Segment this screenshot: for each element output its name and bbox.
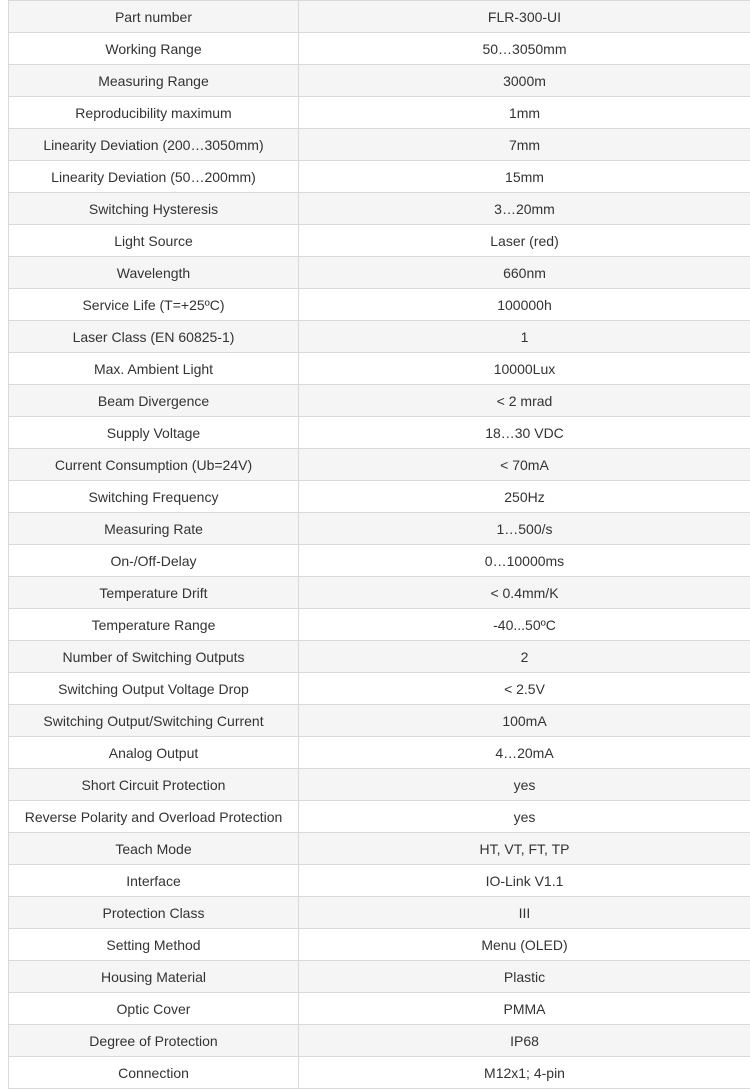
table-row: [9, 257, 750, 289]
table-row: [9, 609, 750, 641]
spec-label-cell: Switching Output Voltage Drop: [9, 673, 299, 705]
table-row: [9, 865, 750, 897]
spec-label-cell: Optic Cover: [9, 993, 299, 1025]
table-row: [9, 705, 750, 737]
table-row: [9, 1, 750, 33]
table-row: [9, 289, 750, 321]
table-row: [9, 577, 750, 609]
spec-value-cell: < 70mA: [299, 449, 750, 481]
spec-label-cell: Light Source: [9, 225, 299, 257]
spec-label-cell: Connection: [9, 1057, 299, 1089]
spec-value-cell: 250Hz: [299, 481, 750, 513]
table-row: [9, 673, 750, 705]
table-row: [9, 449, 750, 481]
spec-value-cell: III: [299, 897, 750, 929]
spec-table-body: [9, 1, 750, 1089]
spec-label-cell: Temperature Range: [9, 609, 299, 641]
spec-value-cell: 100mA: [299, 705, 750, 737]
spec-value-cell: Menu (OLED): [299, 929, 750, 961]
table-row: [9, 129, 750, 161]
spec-label-cell: On-/Off-Delay: [9, 545, 299, 577]
spec-value-cell: < 0.4mm/K: [299, 577, 750, 609]
spec-label-cell: Service Life (T=+25ºC): [9, 289, 299, 321]
spec-value-cell: 4…20mA: [299, 737, 750, 769]
table-row: [9, 929, 750, 961]
spec-label-cell: Current Consumption (Ub=24V): [9, 449, 299, 481]
table-row: [9, 481, 750, 513]
spec-label-cell: Switching Output/Switching Current: [9, 705, 299, 737]
table-row: [9, 1025, 750, 1057]
spec-label-cell: Switching Frequency: [9, 481, 299, 513]
spec-value-cell: FLR-300-UI: [299, 1, 750, 33]
spec-value-cell: 660nm: [299, 257, 750, 289]
spec-value-cell: Laser (red): [299, 225, 750, 257]
spec-value-cell: < 2 mrad: [299, 385, 750, 417]
spec-label-cell: Part number: [9, 1, 299, 33]
spec-label-cell: Temperature Drift: [9, 577, 299, 609]
spec-table-container: [8, 0, 750, 1089]
spec-table: [8, 0, 750, 1089]
spec-label-cell: Measuring Range: [9, 65, 299, 97]
spec-value-cell: 15mm: [299, 161, 750, 193]
spec-value-cell: PMMA: [299, 993, 750, 1025]
spec-label-cell: Max. Ambient Light: [9, 353, 299, 385]
table-row: [9, 225, 750, 257]
table-row: [9, 961, 750, 993]
spec-label-cell: Setting Method: [9, 929, 299, 961]
spec-value-cell: 1mm: [299, 97, 750, 129]
table-row: [9, 545, 750, 577]
spec-value-cell: 7mm: [299, 129, 750, 161]
spec-label-cell: Laser Class (EN 60825-1): [9, 321, 299, 353]
spec-value-cell: IP68: [299, 1025, 750, 1057]
spec-label-cell: Analog Output: [9, 737, 299, 769]
spec-label-cell: Linearity Deviation (200…3050mm): [9, 129, 299, 161]
table-row: [9, 385, 750, 417]
spec-label-cell: Protection Class: [9, 897, 299, 929]
spec-value-cell: 1…500/s: [299, 513, 750, 545]
table-row: [9, 417, 750, 449]
table-row: [9, 97, 750, 129]
table-row: [9, 353, 750, 385]
table-row: [9, 193, 750, 225]
spec-label-cell: Housing Material: [9, 961, 299, 993]
table-row: [9, 161, 750, 193]
spec-value-cell: 0…10000ms: [299, 545, 750, 577]
table-row: [9, 769, 750, 801]
table-row: [9, 737, 750, 769]
spec-value-cell: 100000h: [299, 289, 750, 321]
table-row: [9, 33, 750, 65]
table-row: [9, 897, 750, 929]
spec-value-cell: -40...50ºC: [299, 609, 750, 641]
spec-value-cell: 50…3050mm: [299, 33, 750, 65]
spec-value-cell: IO-Link V1.1: [299, 865, 750, 897]
spec-value-cell: HT, VT, FT, TP: [299, 833, 750, 865]
spec-value-cell: M12x1; 4-pin: [299, 1057, 750, 1089]
spec-value-cell: 10000Lux: [299, 353, 750, 385]
spec-value-cell: yes: [299, 769, 750, 801]
spec-label-cell: Measuring Rate: [9, 513, 299, 545]
spec-label-cell: Reverse Polarity and Overload Protection: [9, 801, 299, 833]
table-row: [9, 321, 750, 353]
spec-value-cell: 3000m: [299, 65, 750, 97]
spec-label-cell: Beam Divergence: [9, 385, 299, 417]
table-row: [9, 65, 750, 97]
spec-value-cell: yes: [299, 801, 750, 833]
table-row: [9, 641, 750, 673]
spec-label-cell: Wavelength: [9, 257, 299, 289]
spec-label-cell: Supply Voltage: [9, 417, 299, 449]
spec-label-cell: Linearity Deviation (50…200mm): [9, 161, 299, 193]
spec-label-cell: Short Circuit Protection: [9, 769, 299, 801]
table-row: [9, 993, 750, 1025]
spec-label-cell: Working Range: [9, 33, 299, 65]
table-row: [9, 833, 750, 865]
spec-label-cell: Switching Hysteresis: [9, 193, 299, 225]
spec-value-cell: 18…30 VDC: [299, 417, 750, 449]
spec-label-cell: Teach Mode: [9, 833, 299, 865]
table-row: [9, 513, 750, 545]
spec-value-cell: 3…20mm: [299, 193, 750, 225]
spec-value-cell: 2: [299, 641, 750, 673]
spec-value-cell: Plastic: [299, 961, 750, 993]
spec-label-cell: Reproducibility maximum: [9, 97, 299, 129]
spec-label-cell: Degree of Protection: [9, 1025, 299, 1057]
table-row: [9, 1057, 750, 1089]
spec-label-cell: Number of Switching Outputs: [9, 641, 299, 673]
spec-value-cell: 1: [299, 321, 750, 353]
spec-value-cell: < 2.5V: [299, 673, 750, 705]
table-row: [9, 801, 750, 833]
spec-label-cell: Interface: [9, 865, 299, 897]
